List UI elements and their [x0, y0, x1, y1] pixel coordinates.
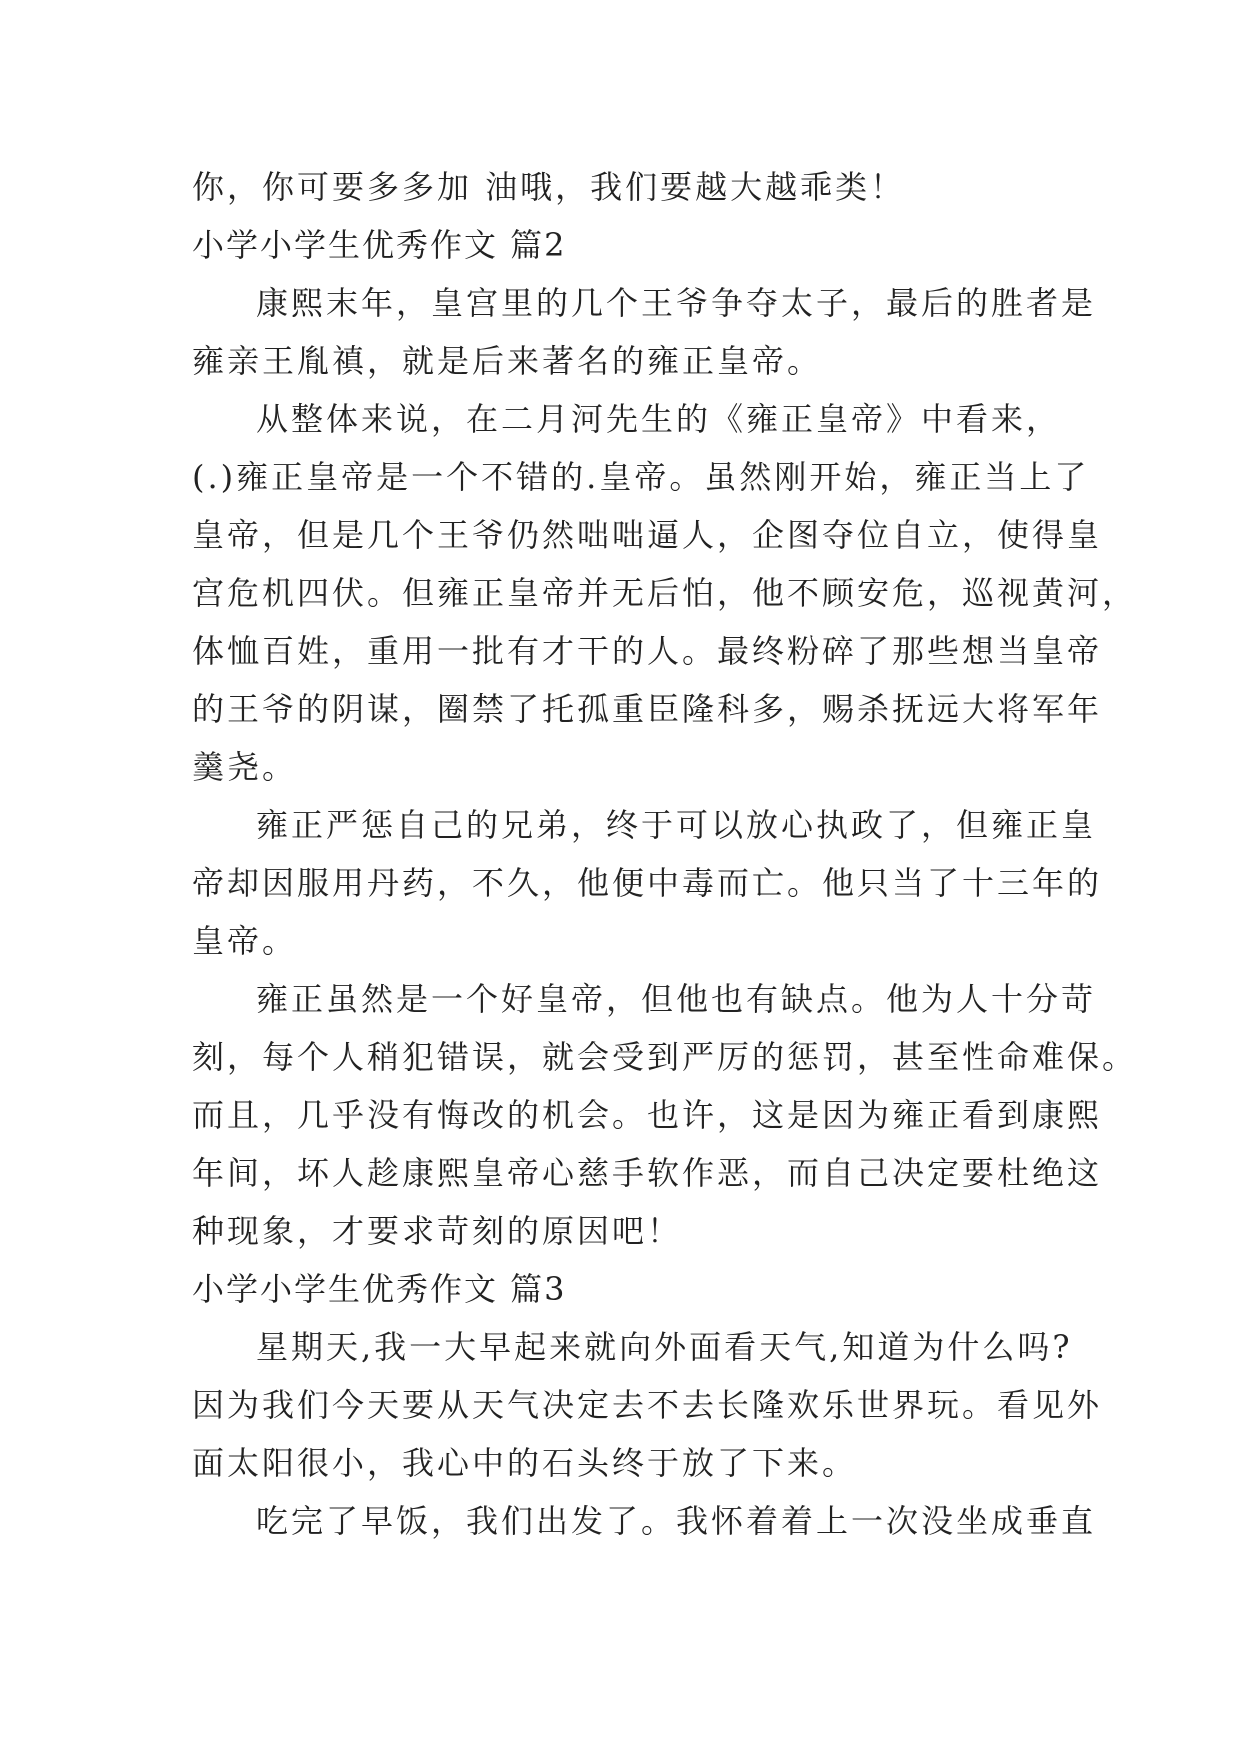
- text-line: 吃完了早饭，我们出发了。我怀着着上一次没坐成垂直: [256, 1502, 1097, 1540]
- section-heading: 小学小学生优秀作文 篇2: [192, 226, 567, 264]
- text-line: 帝却因服用丹药，不久，他便中毒而亡。他只当了十三年的: [192, 864, 1103, 902]
- text-line: 的王爷的阴谋，圈禁了托孤重臣隆科多，赐杀抚远大将军年: [192, 690, 1103, 728]
- text-line: 而且，几乎没有悔改的机会。也许，这是因为雍正看到康熙: [192, 1096, 1103, 1134]
- text-line: 雍正虽然是一个好皇帝，但他也有缺点。他为人十分苛: [256, 980, 1097, 1018]
- section-heading: 小学小学生优秀作文 篇3: [192, 1270, 567, 1308]
- text-line: 皇帝，但是几个王爷仍然咄咄逼人，企图夺位自立，使得皇: [192, 516, 1103, 554]
- text-line: 种现象，才要求苛刻的原因吧！: [192, 1212, 683, 1250]
- text-line: 你，你可要多多加 油哦，我们要越大越乖类！: [192, 168, 906, 206]
- text-line: 体恤百姓，重用一批有才干的人。最终粉碎了那些想当皇帝: [192, 632, 1103, 670]
- text-line: 星期天,我一大早起来就向外面看天气,知道为什么吗?: [256, 1328, 1073, 1366]
- text-line: 雍正严惩自己的兄弟，终于可以放心执政了，但雍正皇: [256, 806, 1097, 844]
- text-line: 羹尧。: [192, 748, 298, 786]
- text-line: (.)雍正皇帝是一个不错的.皇帝。虽然刚开始，雍正当上了: [192, 458, 1090, 496]
- text-line: 因为我们今天要从天气决定去不去长隆欢乐世界玩。看见外: [192, 1386, 1103, 1424]
- text-line: 宫危机四伏。但雍正皇帝并无后怕，他不顾安危，巡视黄河，: [192, 574, 1138, 612]
- document-page: [192, 158, 1138, 1550]
- text-line: 刻，每个人稍犯错误，就会受到严厉的惩罚，甚至性命难保。: [192, 1038, 1138, 1076]
- text-line: 雍亲王胤禛，就是后来著名的雍正皇帝。: [192, 342, 823, 380]
- text-line: 皇帝。: [192, 922, 298, 960]
- text-line: 年间，坏人趁康熙皇帝心慈手软作恶，而自己决定要杜绝这: [192, 1154, 1103, 1192]
- text-line: 康熙末年，皇宫里的几个王爷争夺太子，最后的胜者是: [256, 284, 1097, 322]
- text-line: 从整体来说，在二月河先生的《雍正皇帝》中看来，: [256, 400, 1062, 438]
- text-line: 面太阳很小，我心中的石头终于放了下来。: [192, 1444, 858, 1482]
